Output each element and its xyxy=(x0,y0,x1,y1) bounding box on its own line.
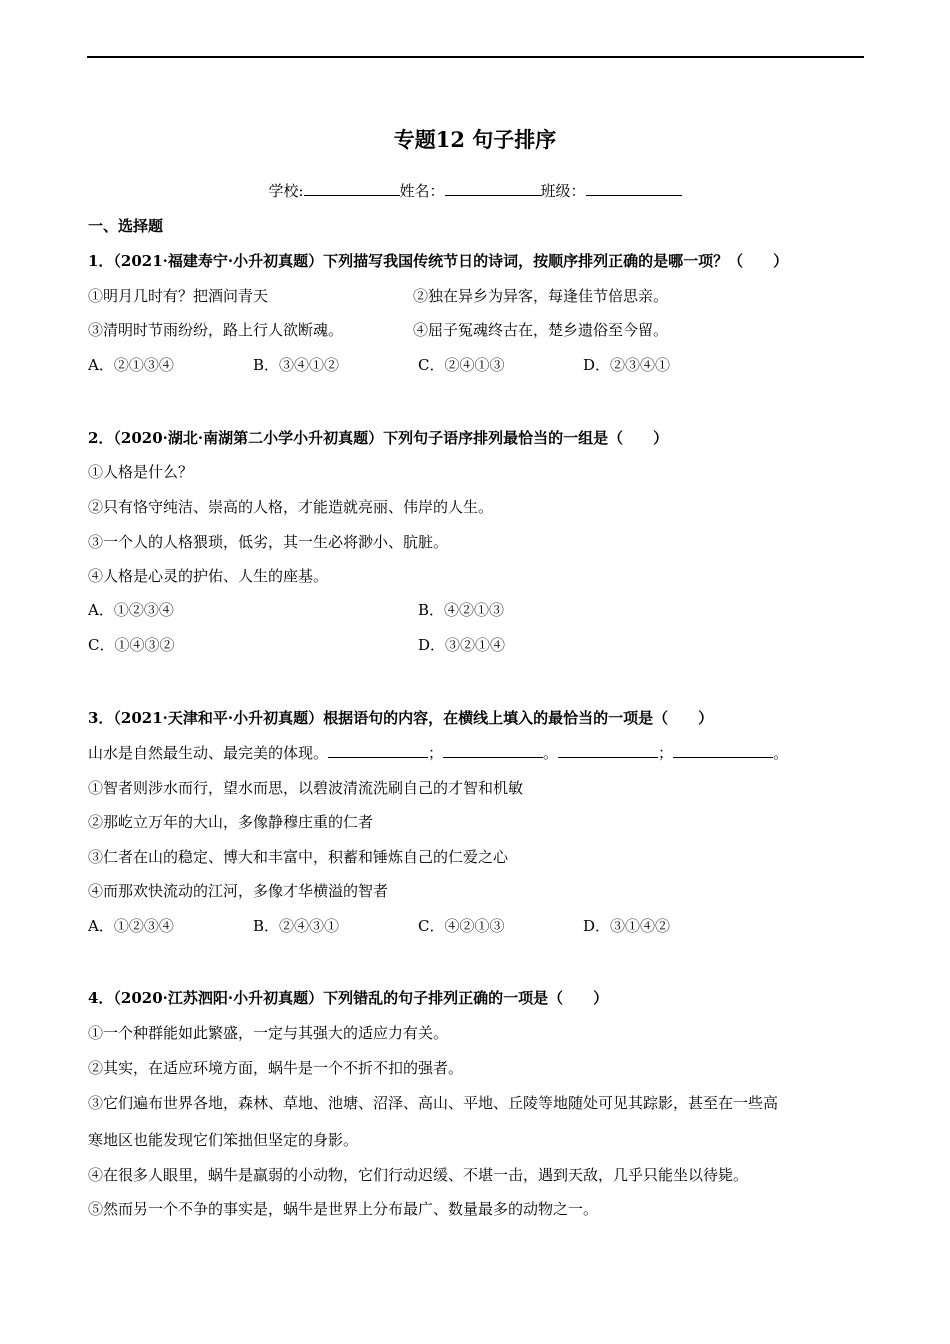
question-1-option-a[interactable]: A．②①③④ xyxy=(88,356,174,374)
question-2-option-d[interactable]: D．③②①④ xyxy=(418,636,506,654)
question-3-blank-1[interactable] xyxy=(328,743,428,758)
section-heading: 一、选择题 xyxy=(88,217,164,235)
question-3-option-a[interactable]: A．①②③④ xyxy=(88,917,174,935)
question-3-option-c[interactable]: C．④②①③ xyxy=(418,917,505,935)
question-4-item-1: ①一个种群能如此繁盛，一定与其强大的适应力有关。 xyxy=(88,1024,449,1042)
question-4-item-4: ④在很多人眼里，蜗牛是羸弱的小动物，它们行动迟缓、不堪一击，遇到天敌，几乎只能坐以待毙。 xyxy=(88,1166,749,1184)
question-3-item-3: ③仁者在山的稳定、博大和丰富中，积蓄和锤炼自己的仁爱之心 xyxy=(88,848,509,866)
question-4-item-3-line-1: ③它们遍布世界各地，森林、草地、池塘、沼泽、高山、平地、丘陵等地随处可见其踪影，甚至在一些高 xyxy=(88,1094,779,1112)
question-3-separator-4: 。 xyxy=(773,744,789,762)
question-3-blank-4[interactable] xyxy=(673,743,773,758)
question-1-stem: 1．（2021·福建寿宁·小升初真题）下列描写我国传统节日的诗词，按顺序排列正确的是哪一项？（ ） xyxy=(88,252,789,270)
question-4-stem: 4．（2020·江苏泗阳·小升初真题）下列错乱的句子排列正确的一项是（ ） xyxy=(88,989,609,1007)
school-label: 学校: xyxy=(268,182,304,200)
question-1-option-b[interactable]: B．③④①② xyxy=(253,356,340,374)
name-blank[interactable] xyxy=(445,181,541,196)
question-1-item-4: ④屈子冤魂终古在，楚乡遗俗至今留。 xyxy=(413,321,669,339)
question-3-item-2: ②那屹立万年的大山，多像静穆庄重的仁者 xyxy=(88,813,374,831)
question-3-separator-1: ； xyxy=(428,744,444,762)
question-2-option-b[interactable]: B．④②①③ xyxy=(418,601,505,619)
question-2-item-4: ④人格是心灵的护佑、人生的座基。 xyxy=(88,567,329,585)
question-3-stem: 3．（2021·天津和平·小升初真题）根据语句的内容，在横线上填入的最恰当的一项是（ ） xyxy=(88,709,714,727)
class-blank[interactable] xyxy=(586,181,682,196)
header-rule xyxy=(87,56,864,58)
question-3-separator-2: 。 xyxy=(543,744,559,762)
question-2-item-1: ①人格是什么？ xyxy=(88,463,194,481)
question-2-option-a[interactable]: A．①②③④ xyxy=(88,601,174,619)
question-1-item-2: ②独在异乡为异客，每逢佳节倍思亲。 xyxy=(413,287,669,305)
question-3-option-b[interactable]: B．②④③① xyxy=(253,917,340,935)
class-label: 班级： xyxy=(540,182,586,200)
question-3-passage xyxy=(88,743,788,763)
question-1-item-1: ①明月几时有？把酒问青天 xyxy=(88,287,269,305)
question-4-item-3-line-2: 寒地区也能发现它们笨拙但坚定的身影。 xyxy=(88,1131,359,1149)
student-info-line xyxy=(0,180,950,201)
question-2-option-c[interactable]: C．①④③② xyxy=(88,636,175,654)
question-4-item-2: ②其实，在适应环境方面，蜗牛是一个不折不扣的强者。 xyxy=(88,1059,464,1077)
question-4-item-5: ⑤然而另一个不争的事实是，蜗牛是世界上分布最广、数量最多的动物之一。 xyxy=(88,1200,599,1218)
name-label: 姓名： xyxy=(399,182,445,200)
question-3-item-1: ①智者则涉水而行，望水而思，以碧波清流洗刷自己的才智和机敏 xyxy=(88,779,524,797)
question-1-option-c[interactable]: C．②④①③ xyxy=(418,356,505,374)
question-3-passage-text: 山水是自然最生动、最完美的体现。 xyxy=(88,744,329,762)
question-3-separator-3: ； xyxy=(658,744,674,762)
question-2-item-2: ②只有恪守纯洁、崇高的人格，才能造就亮丽、伟岸的人生。 xyxy=(88,498,494,516)
question-3-blank-2[interactable] xyxy=(443,743,543,758)
question-3-item-4: ④而那欢快流动的江河，多像才华横溢的智者 xyxy=(88,882,389,900)
question-2-item-3: ③一个人的人格猥琐，低劣，其一生必将渺小、肮脏。 xyxy=(88,533,449,551)
question-1-option-d[interactable]: D．②③④① xyxy=(583,356,671,374)
question-3-option-d[interactable]: D．③①④② xyxy=(583,917,671,935)
question-1-item-3: ③清明时节雨纷纷，路上行人欲断魂。 xyxy=(88,321,344,339)
school-blank[interactable] xyxy=(304,181,400,196)
question-2-stem: 2．（2020·湖北·南湖第二小学小升初真题）下列句子语序排列最恰当的一组是（ ） xyxy=(88,429,669,447)
page-title: 专题12 句子排序 xyxy=(393,127,557,152)
question-3-blank-3[interactable] xyxy=(558,743,658,758)
